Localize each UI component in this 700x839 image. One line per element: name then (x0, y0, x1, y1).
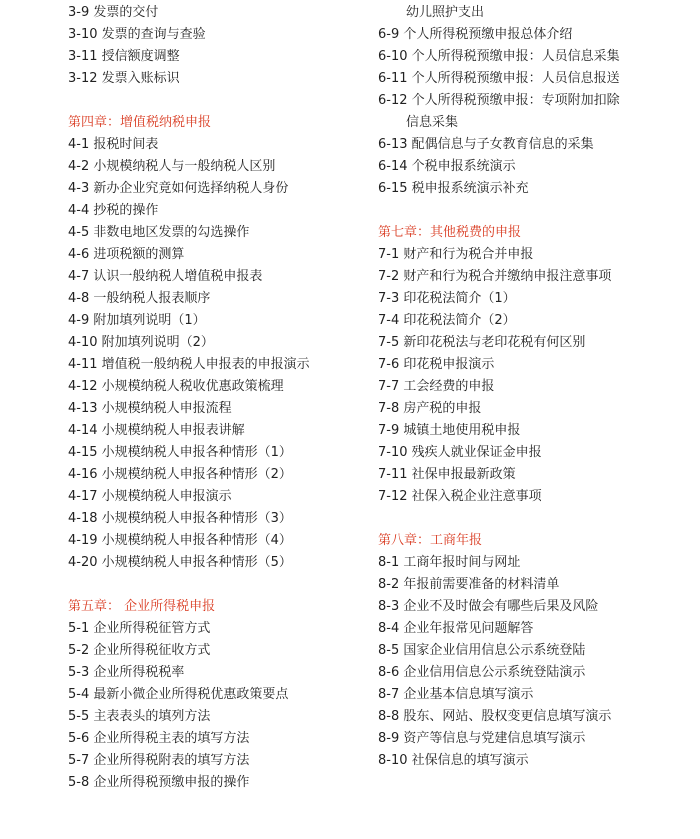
toc-item: 7-4 印花税法简介（2） (378, 313, 516, 328)
toc-item: 6-10 个人所得税预缴申报：人员信息采集 (378, 49, 620, 64)
toc-item: 6-12 个人所得税预缴申报：专项附加扣除 (378, 93, 620, 108)
toc-item: 7-3 印花税法简介（1） (378, 291, 516, 306)
toc-item: 5-4 最新小微企业所得税优惠政策要点 (68, 687, 289, 702)
toc-item: 6-9 个人所得税预缴申报总体介绍 (378, 27, 573, 42)
toc-item: 8-5 国家企业信用信息公示系统登陆 (378, 643, 586, 658)
toc-item: 7-1 财产和行为税合并申报 (378, 247, 534, 262)
toc-item: 7-8 房产税的申报 (378, 401, 482, 416)
toc-item: 7-11 社保申报最新政策 (378, 467, 516, 482)
toc-item: 5-5 主表表头的填列方法 (68, 709, 211, 724)
toc-item: 3-9 发票的交付 (68, 5, 159, 20)
toc-item: 7-5 新印花税法与老印花税有何区别 (378, 335, 586, 350)
toc-item: 4-4 抄税的操作 (68, 203, 159, 218)
toc-item: 8-6 企业信用信息公示系统登陆演示 (378, 665, 586, 680)
toc-item: 6-15 税申报系统演示补充 (378, 181, 529, 196)
toc-right-column (378, 2, 688, 772)
toc-item: 8-8 股东、网站、股权变更信息填写演示 (378, 709, 612, 724)
toc-item: 8-7 企业基本信息填写演示 (378, 687, 534, 702)
toc-item: 4-17 小规模纳税人申报演示 (68, 489, 232, 504)
chapter-heading: 第七章：其他税费的申报 (378, 225, 522, 240)
toc-item: 8-4 企业年报常见问题解答 (378, 621, 534, 636)
toc-item: 4-15 小规模纳税人申报各种情形（1） (68, 445, 292, 460)
toc-item: 4-9 附加填列说明（1） (68, 313, 206, 328)
section-gap (378, 200, 688, 222)
toc-item: 5-6 企业所得税主表的填写方法 (68, 731, 250, 746)
toc-item: 4-8 一般纳税人报表顺序 (68, 291, 211, 306)
toc-left-column (68, 2, 368, 794)
toc-item: 5-7 企业所得税附表的填写方法 (68, 753, 250, 768)
toc-item: 7-2 财产和行为税合并缴纳申报注意事项 (378, 269, 612, 284)
toc-item-continuation: 幼儿照护支出 (406, 5, 485, 20)
toc-item: 5-3 企业所得税税率 (68, 665, 185, 680)
toc-item: 4-3 新办企业究竟如何选择纳税人身份 (68, 181, 289, 196)
toc-item: 8-3 企业不及时做会有哪些后果及风险 (378, 599, 599, 614)
toc-item: 4-7 认识一般纳税人增值税申报表 (68, 269, 263, 284)
toc-item: 6-14 个税申报系统演示 (378, 159, 516, 174)
toc-item: 4-5 非数电地区发票的勾选操作 (68, 225, 250, 240)
toc-item: 4-10 附加填列说明（2） (68, 335, 214, 350)
section-gap (378, 508, 688, 530)
toc-item: 4-20 小规模纳税人申报各种情形（5） (68, 555, 292, 570)
toc-item: 5-8 企业所得税预缴申报的操作 (68, 775, 250, 790)
toc-item: 8-2 年报前需要准备的材料清单 (378, 577, 560, 592)
toc-item: 8-9 资产等信息与党建信息填写演示 (378, 731, 586, 746)
section-gap (68, 574, 368, 596)
toc-item: 3-11 授信额度调整 (68, 49, 180, 64)
toc-item: 5-2 企业所得税征收方式 (68, 643, 211, 658)
toc-item: 4-12 小规模纳税人税收优惠政策梳理 (68, 379, 284, 394)
toc-item: 7-12 社保入税企业注意事项 (378, 489, 542, 504)
toc-item: 4-16 小规模纳税人申报各种情形（2） (68, 467, 292, 482)
toc-item: 4-19 小规模纳税人申报各种情形（4） (68, 533, 292, 548)
section-gap (68, 90, 368, 112)
toc-item: 8-10 社保信息的填写演示 (378, 753, 529, 768)
toc-item: 3-12 发票入账标识 (68, 71, 180, 86)
toc-item: 8-1 工商年报时间与网址 (378, 555, 521, 570)
toc-item: 4-13 小规模纳税人申报流程 (68, 401, 232, 416)
toc-item: 4-2 小规模纳税人与一般纳税人区别 (68, 159, 276, 174)
toc-item: 7-10 残疾人就业保证金申报 (378, 445, 542, 460)
toc-item: 4-18 小规模纳税人申报各种情形（3） (68, 511, 292, 526)
toc-item: 7-9 城镇土地使用税申报 (378, 423, 521, 438)
toc-item: 4-6 进项税额的测算 (68, 247, 185, 262)
toc-item: 7-6 印花税申报演示 (378, 357, 495, 372)
toc-item: 4-11 增值税一般纳税人申报表的申报演示 (68, 357, 310, 372)
chapter-heading: 第八章：工商年报 (378, 533, 483, 548)
toc-item: 4-14 小规模纳税人申报表讲解 (68, 423, 245, 438)
toc-item-continuation: 信息采集 (406, 115, 459, 130)
chapter-heading: 第五章： 企业所得税申报 (68, 599, 216, 614)
toc-item: 7-7 工会经费的申报 (378, 379, 495, 394)
toc-item: 6-11 个人所得税预缴申报：人员信息报送 (378, 71, 620, 86)
toc-item: 3-10 发票的查询与查验 (68, 27, 206, 42)
chapter-heading: 第四章：增值税纳税申报 (68, 115, 212, 130)
toc-item: 6-13 配偶信息与子女教育信息的采集 (378, 137, 594, 152)
toc-item: 4-1 报税时间表 (68, 137, 159, 152)
toc-item: 5-1 企业所得税征管方式 (68, 621, 211, 636)
